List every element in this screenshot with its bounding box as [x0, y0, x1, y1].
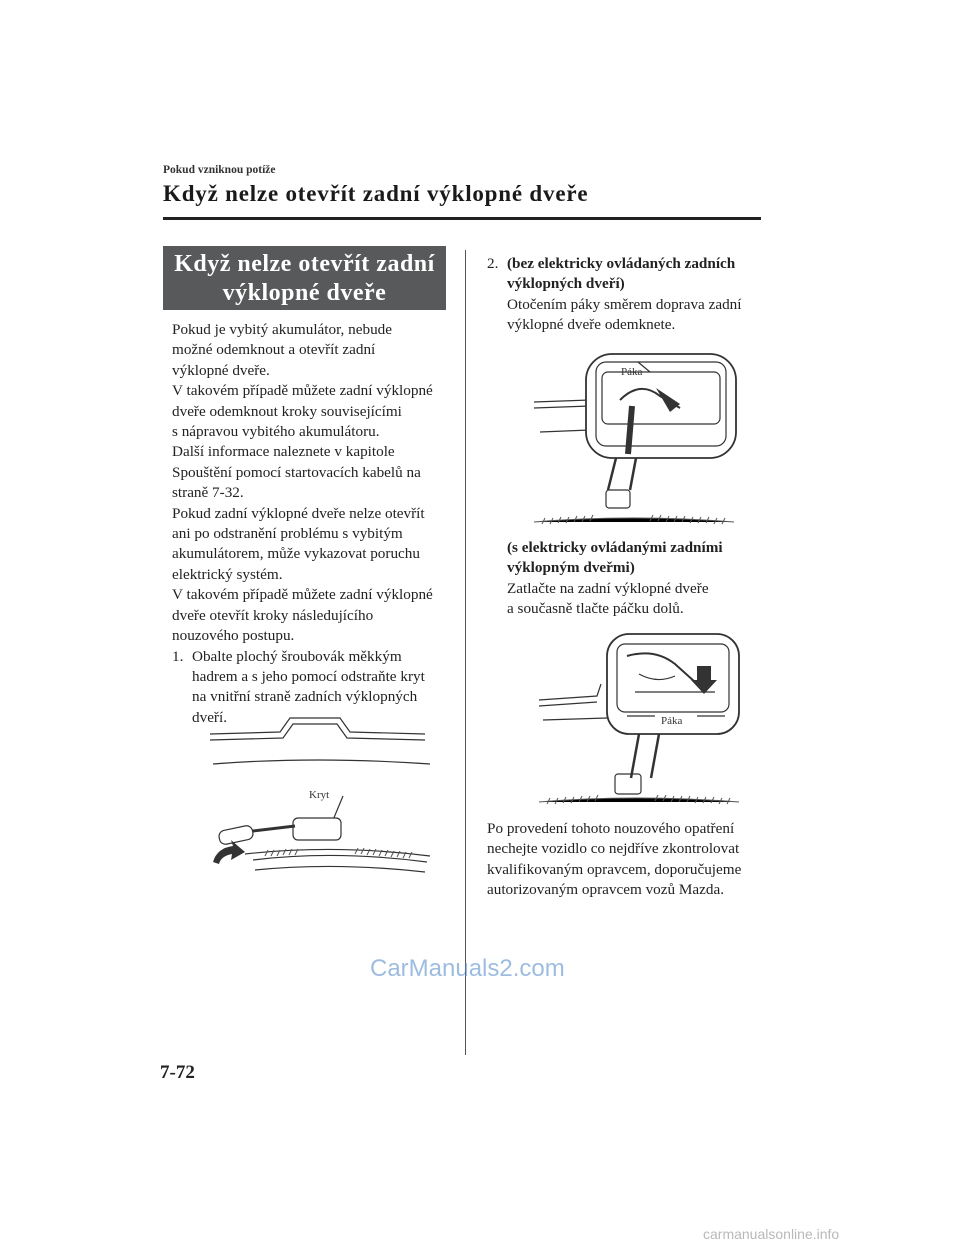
paragraph-3: Další informace naleznete v kapitole Spouštění pomocí startovacích kabelů na straně 7-32.	[172, 443, 421, 502]
title-line-1: Když nelze otevřít zadní	[174, 251, 435, 277]
figure1-label: Kryt	[309, 789, 330, 801]
powered-tailgate-instruction: (s elektricky ovládanými zadními výklopným dveřmi) Zatlačte na zadní výklopné dveře a současně tlačte páčku dolů.	[507, 539, 723, 618]
step-2: 2. (bez elektricky ovládaných zadních výklopných dveří) Otočením páky směrem doprava zadní výklopné dveře odemknete.	[487, 255, 742, 334]
paragraph-4: Pokud zadní výklopné dveře nelze otevřít ani po odstranění problému s vybitým akumulátorem, může vykazovat poruchu elektrický systém.	[172, 504, 425, 583]
page-number: 7-72	[160, 1062, 195, 1083]
paragraph-5: V takovém případě můžete zadní výklopné dveře otevřít kroky následujícího nouzového postupu.	[172, 586, 433, 645]
figure3-label: Páka	[661, 715, 683, 727]
column-divider	[465, 250, 466, 1055]
step-2-number: 2.	[487, 255, 499, 272]
step-1-number: 1.	[172, 647, 184, 665]
left-column	[172, 320, 462, 728]
paragraph-2: V takovém případě můžete zadní výklopné dveře odemknout kroky souvisejícími s nápravou vybitého akumulátoru.	[172, 382, 433, 441]
section-label: Pokud vzniknou potíže	[163, 164, 276, 176]
closing-paragraph: Po provedení tohoto nouzového opatření nechejte vozidlo co nejdříve zkontrolovat kvalifikovaným opravcem, doporučujeme autorizovaným opravcem vozů Mazda.	[487, 820, 742, 899]
title-box	[163, 246, 446, 310]
watermark-logo: CarManuals2.com	[370, 955, 565, 982]
page-heading: Když nelze otevřít zadní výklopné dveře	[163, 181, 589, 206]
heading-rule	[163, 217, 761, 220]
footer-watermark: carmanualsonline.info	[703, 1226, 840, 1242]
figure-manual-lever	[530, 350, 745, 530]
figure-cover-removal	[205, 712, 440, 880]
step-1: 1. Obalte plochý šroubovák měkkým hadrem a s jeho pomocí odstraňte kryt na vnitřní straně zadních výklopných dveří.	[172, 647, 425, 726]
figure-powered-lever	[535, 630, 745, 810]
title-line-2: výklopné dveře	[222, 280, 387, 306]
figure2-label: Páka	[621, 366, 643, 378]
paragraph-1: Pokud je vybitý akumulátor, nebude možné odemknout a otevřít zadní výklopné dveře.	[172, 321, 392, 379]
